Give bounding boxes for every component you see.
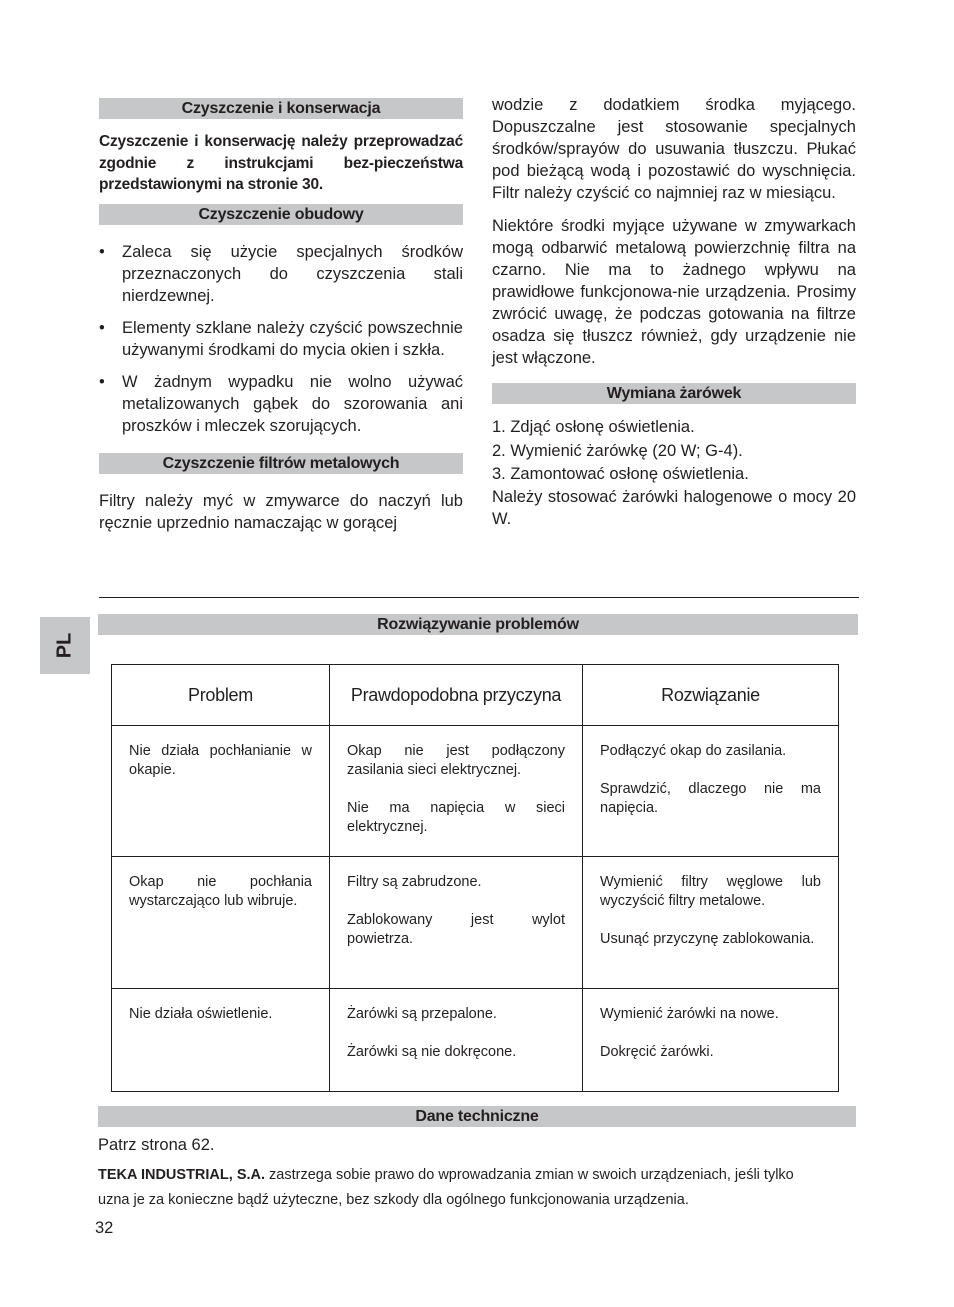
housing-bullet-list bbox=[99, 241, 463, 437]
page-number: 32 bbox=[95, 1219, 114, 1237]
troubleshooting-table bbox=[111, 664, 839, 1092]
list-item: 1. Zdjąć osłonę oświetlenia. bbox=[492, 418, 695, 436]
bulb-note: Należy stosować żarówki halogenowe o mocy 20 W. bbox=[492, 487, 856, 528]
list-item: 2. Wymienić żarówkę (20 W; G-4). bbox=[492, 441, 743, 460]
bulb-steps-list bbox=[492, 416, 856, 487]
language-tab bbox=[40, 617, 90, 674]
table-header-row bbox=[112, 665, 839, 726]
filters-text-continued: wodzie z dodatkiem środka myjącego. Dopuszczalne jest stosowanie specjalnych środków/sprayów do usuwania tłuszczu. Płukać pod bieżącą wodą i pozostawić do wyschnięcia. Filtr należy czyścić co najmniej raz w miesiącu. bbox=[492, 96, 856, 202]
footer-disclaimer-line-2: uzna je za konieczne bądź użyteczne, bez szkody dla ogólnego funkcjonowania urządzenia. bbox=[98, 1192, 689, 1208]
problem-cell: Nie działa oświetlenie. bbox=[112, 989, 330, 1092]
section-heading-filters: Czyszczenie filtrów metalowych bbox=[99, 453, 463, 474]
cause-cell: Żarówki są przepalone. Żarówki są nie dokręcone. bbox=[330, 989, 583, 1092]
cause-cell: Filtry są zabrudzone. Zablokowany jest wylot powietrza. bbox=[330, 857, 583, 989]
section-heading-troubleshooting: Rozwiązywanie problemów bbox=[98, 614, 858, 635]
cleaning-lead-text: Czyszczenie i konserwację należy przeprowadzać zgodnie z instrukcjami bez-pieczeństwa przedstawionymi na stronie 30. bbox=[99, 133, 463, 193]
problem-cell: Okap nie pochłania wystarczająco lub wibruje. bbox=[112, 857, 330, 989]
section-heading-housing: Czyszczenie obudowy bbox=[99, 204, 463, 225]
left-column bbox=[99, 98, 463, 534]
company-name: TEKA INDUSTRIAL, S.A. bbox=[98, 1167, 266, 1183]
section-heading-bulbs: Wymiana żarówek bbox=[492, 383, 856, 404]
solution-cell: Wymienić żarówki na nowe. Dokręcić żarówki. bbox=[583, 989, 839, 1092]
section-heading-cleaning: Czyszczenie i konserwacja bbox=[99, 98, 463, 119]
language-label: PL bbox=[53, 632, 76, 659]
solution-cell: Wymienić filtry węglowe lub wyczyścić filtry metalowe. Usunąć przyczynę zablokowania. bbox=[583, 857, 839, 989]
divider bbox=[99, 597, 859, 598]
cause-cell: Okap nie jest podłączony zasilania sieci elektrycznej. Nie ma napięcia w sieci elektrycznej. bbox=[330, 726, 583, 857]
list-item: • Elementy szklane należy czyścić powszechnie używanymi środkami do mycia okien i szkła. bbox=[99, 317, 463, 361]
discoloration-text: Niektóre środki myjące używane w zmywarkach mogą odbarwić metalową powierzchnię filtra na czarno. Nie ma to żadnego wpływu na prawidłowe funkcjonowa-nie urządzenia. Prosimy zwrócić uwagę, że podczas gotowania na filtrze osadza się tłuszcz również, gdy urządzenie nie jest włączone. bbox=[492, 217, 856, 367]
column-header-cause: Prawdopodobna przyczyna bbox=[330, 665, 583, 726]
table-row bbox=[112, 989, 839, 1092]
list-item: • Zaleca się użycie specjalnych środków przeznaczonych do czyszczenia stali nierdzewnej. bbox=[99, 241, 463, 307]
tech-data-text: Patrz strona 62. bbox=[98, 1136, 215, 1154]
filters-text: Filtry należy myć w zmywarce do naczyń lub ręcznie uprzednio namaczając w gorącej bbox=[99, 491, 463, 532]
column-header-solution: Rozwiązanie bbox=[583, 665, 839, 726]
right-column bbox=[492, 94, 856, 530]
problem-cell: Nie działa pochłanianie w okapie. bbox=[112, 726, 330, 857]
list-item: • W żadnym wypadku nie wolno używać metalizowanych gąbek do szorowania ani proszków i mleczek szorujących. bbox=[99, 371, 463, 437]
list-item: 3. Zamontować osłonę oświetlenia. bbox=[492, 465, 749, 483]
solution-cell: Podłączyć okap do zasilania. Sprawdzić, dlaczego nie ma napięcia. bbox=[583, 726, 839, 857]
table-row bbox=[112, 857, 839, 989]
footer-disclaimer-line-1: TEKA INDUSTRIAL, S.A. zastrzega sobie prawo do wprowadzania zmian w swoich urządzeniach, jeśli tylko bbox=[98, 1167, 794, 1183]
column-header-problem: Problem bbox=[112, 665, 330, 726]
section-heading-tech-data: Dane techniczne bbox=[98, 1106, 856, 1127]
table-row bbox=[112, 726, 839, 857]
